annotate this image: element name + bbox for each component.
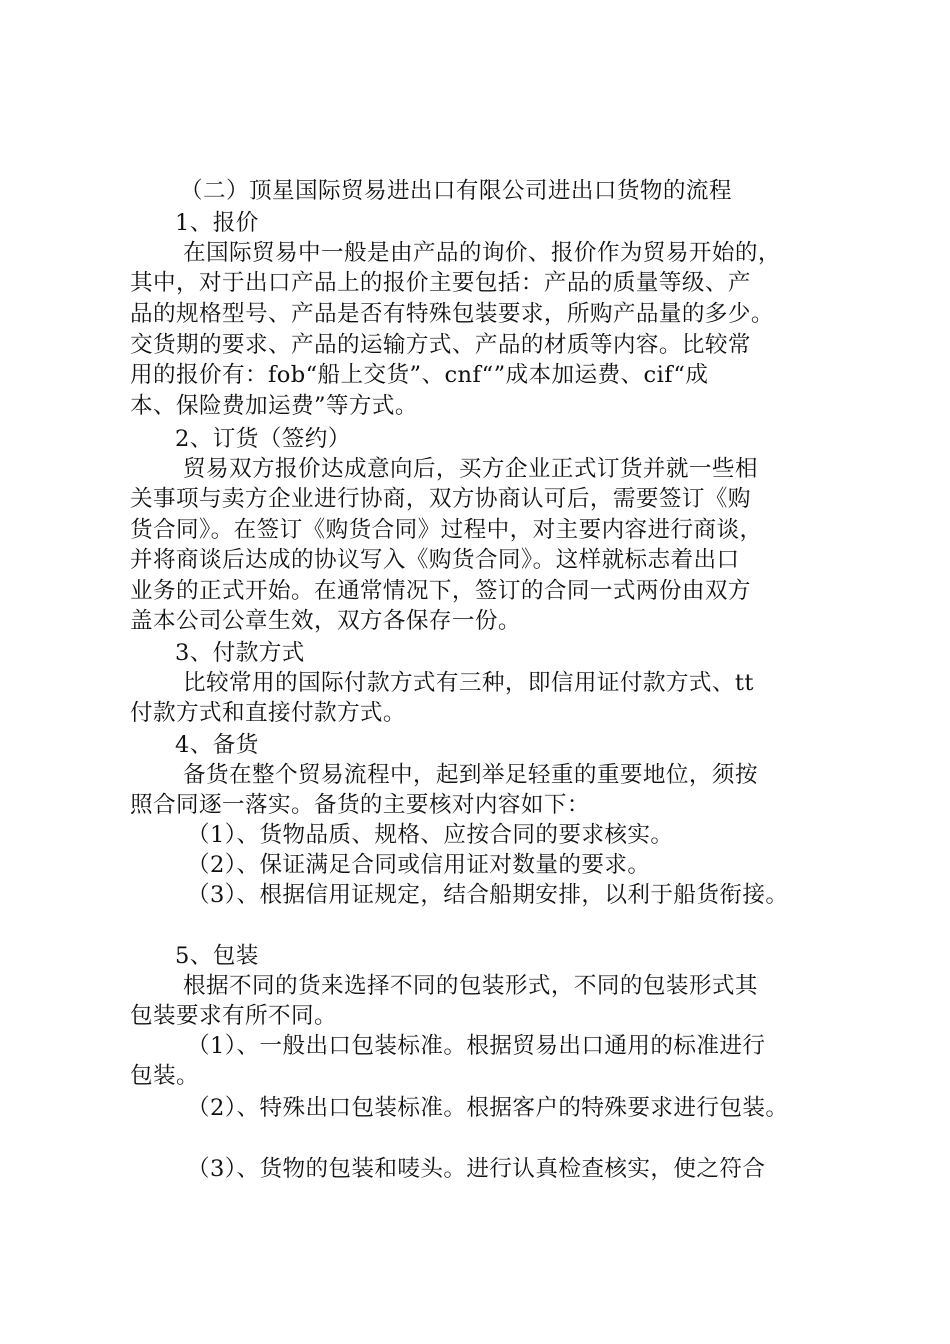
- paragraph-line: 关事项与卖方企业进行协商，双方协商认可后，需要签订《购: [130, 486, 751, 512]
- paragraph-line: 照合同逐一落实。备货的主要核对内容如下：: [130, 792, 590, 818]
- list-item: （1）、一般出口包装标准。根据贸易出口通用的标准进行: [187, 1033, 766, 1059]
- list-item: （2）、保证满足合同或信用证对数量的要求。: [187, 852, 651, 878]
- subheading-stock: 4、备货: [175, 732, 259, 758]
- paragraph-line: 根据不同的货来选择不同的包装形式，不同的包装形式其: [183, 973, 758, 999]
- subheading-payment: 3、付款方式: [175, 640, 305, 666]
- paragraph-line: 包装。: [130, 1063, 199, 1089]
- paragraph-line: 备货在整个贸易流程中，起到举足轻重的重要地位，须按: [183, 762, 758, 788]
- paragraph-line: 品的规格型号、产品是否有特殊包装要求，所购产品量的多少。: [130, 301, 774, 327]
- paragraph-line: 货合同》。在签订《购货合同》过程中，对主要内容进行商谈，: [130, 517, 763, 543]
- list-item: （1）、货物品质、规格、应按合同的要求核实。: [187, 822, 674, 848]
- list-item: （2）、特殊出口包装标准。根据客户的特殊要求进行包装。: [187, 1095, 789, 1121]
- list-item: （3）、货物的包装和唛头。进行认真检查核实，使之符合: [187, 1156, 766, 1182]
- list-item: （3）、根据信用证规定，结合船期安排，以利于船货衔接。: [187, 882, 789, 908]
- paragraph-line: 贸易双方报价达成意向后，买方企业正式订货并就一些相: [183, 456, 758, 482]
- paragraph-line: 用的报价有：fob“船上交货”、cnf“”成本加运费、cif“成: [130, 362, 709, 388]
- paragraph-line: 付款方式和直接付款方式。: [130, 700, 406, 726]
- paragraph-line: 在国际贸易中一般是由产品的询价、报价作为贸易开始的，: [183, 240, 781, 266]
- subheading-packaging: 5、包装: [175, 943, 259, 969]
- paragraph-line: 比较常用的国际付款方式有三种，即信用证付款方式、tt: [183, 670, 754, 696]
- paragraph-line: 包装要求有所不同。: [130, 1003, 337, 1029]
- paragraph-line: 盖本公司公章生效，双方各保存一份。: [130, 608, 521, 634]
- paragraph-line: 交货期的要求、产品的运输方式、产品的材质等内容。比较常: [130, 332, 751, 358]
- subheading-quotation: 1、报价: [175, 210, 259, 236]
- paragraph-line: 本、保险费加运费”等方式。: [130, 393, 418, 419]
- section-heading: （二）顶星国际贸易进出口有限公司进出口货物的流程: [180, 178, 732, 204]
- paragraph-line: 并将商谈后达成的协议写入《购货合同》。这样就标志着出口: [130, 547, 740, 573]
- paragraph-line: 业务的正式开始。在通常情况下，签订的合同一式两份由双方: [130, 578, 751, 604]
- subheading-order: 2、订货（签约）: [175, 426, 351, 452]
- paragraph-line: 其中，对于出口产品上的报价主要包括：产品的质量等级、产: [130, 270, 751, 296]
